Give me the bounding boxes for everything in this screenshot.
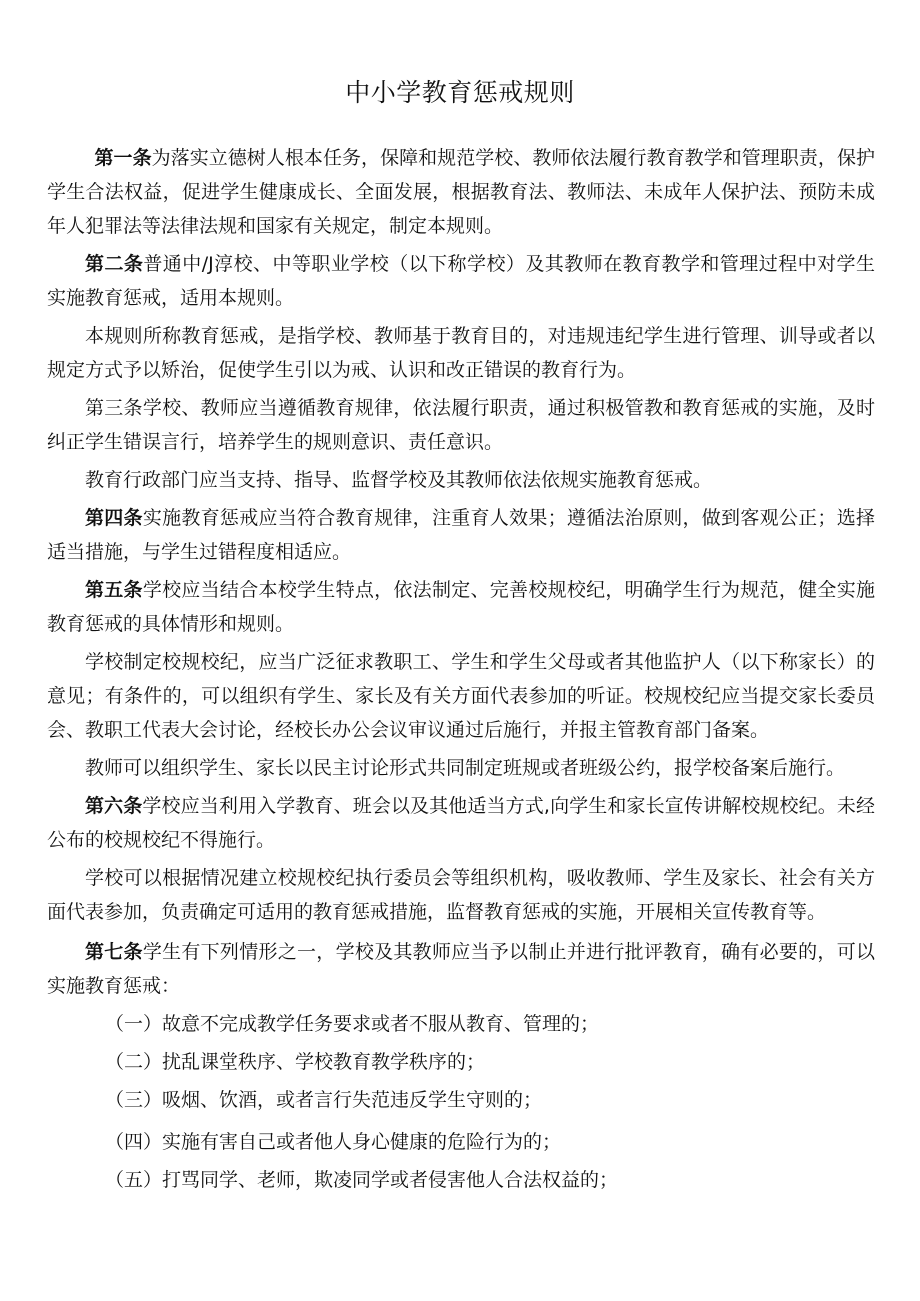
paragraph-committee: [47, 861, 875, 929]
paragraph-class-rules: [47, 751, 875, 785]
paragraph-text: 实施教育惩戒应当符合教育规律，注重育人效果；遵循法治原则，做到客观公正；选择适当措施，与学生过错程度相适应。: [47, 507, 875, 563]
paragraph-text: 本规则所称教育惩戒，是指学校、教师基于教育目的，对违规违纪学生进行管理、训导或者以规定方式予以矫治，促使学生引以为戒、认识和改正错误的教育行为。: [47, 325, 875, 381]
paragraph-text: 教育行政部门应当支持、指导、监督学校及其教师依法依规实施教育惩戒。: [85, 469, 713, 491]
list-item: （二）扰乱课堂秩序、学校教育教学秩序的；: [105, 1051, 486, 1073]
paragraph-text: 教师可以组织学生、家长以民主讨论形式共同制定班规或者班级公约，报学校备案后施行。: [85, 757, 846, 779]
list-item: （一）故意不完成教学任务要求或者不服从教育、管理的；: [105, 1013, 600, 1035]
paragraph-text: 学校制定校规校纪，应当广泛征求教职工、学生和学生父母或者其他监护人（以下称家长）的意见；有条件的，可以组织有学生、家长及有关方面代表参加的听证。校规校纪应当提交家长委员会、教职工代表大会讨论，经校长办公会议审议通过后施行，并报主管教育部门备案。: [47, 651, 875, 741]
paragraph-article-3: [47, 391, 875, 459]
article-heading: 第二条: [85, 253, 144, 275]
paragraph-article-2: [47, 247, 875, 315]
article-heading: 第五条: [85, 579, 143, 601]
paragraph-text: 学校应当利用入学教育、班会以及其他适当方式,向学生和家长宣传讲解校规校纪。未经公布的校规校纪不得施行。: [47, 795, 875, 851]
article-heading: 第六条: [85, 795, 143, 817]
paragraph-text: 第三条学校、教师应当遵循教育规律，依法履行职责，通过积极管教和教育惩戒的实施，及时纠正学生错误言行，培养学生的规则意识、责任意识。: [47, 397, 875, 453]
paragraph-text: 普通中/J淳校、中等职业学校（以下称学校）及其教师在教育教学和管理过程中对学生实施教育惩戒，适用本规则。: [47, 253, 875, 309]
list-item: （五）打骂同学、老师，欺凌同学或者侵害他人合法权益的；: [105, 1169, 619, 1191]
paragraph-text: 为落实立德树人根本任务，保障和规范学校、教师依法履行教育教学和管理职责，保护学生合法权益，促进学生健康成长、全面发展，根据教育法、教师法、未成年人保护法、预防未成年人犯罪法等法律法规和国家有关规定，制定本规则。: [47, 147, 875, 237]
paragraph-definition: [47, 319, 875, 387]
list-item: （四）实施有害自己或者他人身心健康的危险行为的；: [105, 1131, 562, 1153]
paragraph-text: 学生有下列情形之一，学校及其教师应当予以制止并进行批评教育，确有必要的，可以实施教育惩戒：: [47, 941, 875, 997]
document-title: 中小学教育惩戒规则: [345, 78, 575, 107]
document-body: [47, 141, 875, 1201]
article-heading: 第七条: [85, 941, 143, 963]
article-heading: 第一条: [94, 147, 152, 169]
paragraph-text: 学校可以根据情况建立校规校纪执行委员会等组织机构，吸收教师、学生及家长、社会有关方面代表参加，负责确定可适用的教育惩戒措施，监督教育惩戒的实施，开展相关宣传教育等。: [47, 867, 875, 923]
paragraph-article-1: [47, 141, 875, 243]
paragraph-article-5: [47, 573, 875, 641]
paragraph-article-4: [47, 501, 875, 569]
paragraph-rules-making: [47, 645, 875, 747]
article-heading: 第四条: [85, 507, 143, 529]
paragraph-text: 学校应当结合本校学生特点，依法制定、完善校规校纪，明确学生行为规范，健全实施教育惩戒的具体情形和规则。: [47, 579, 875, 635]
paragraph-supervision: [47, 463, 875, 497]
paragraph-article-7: [47, 935, 875, 1003]
paragraph-article-6: [47, 789, 875, 857]
list-item: （三）吸烟、饮酒，或者言行失范违反学生守则的；: [105, 1089, 543, 1111]
